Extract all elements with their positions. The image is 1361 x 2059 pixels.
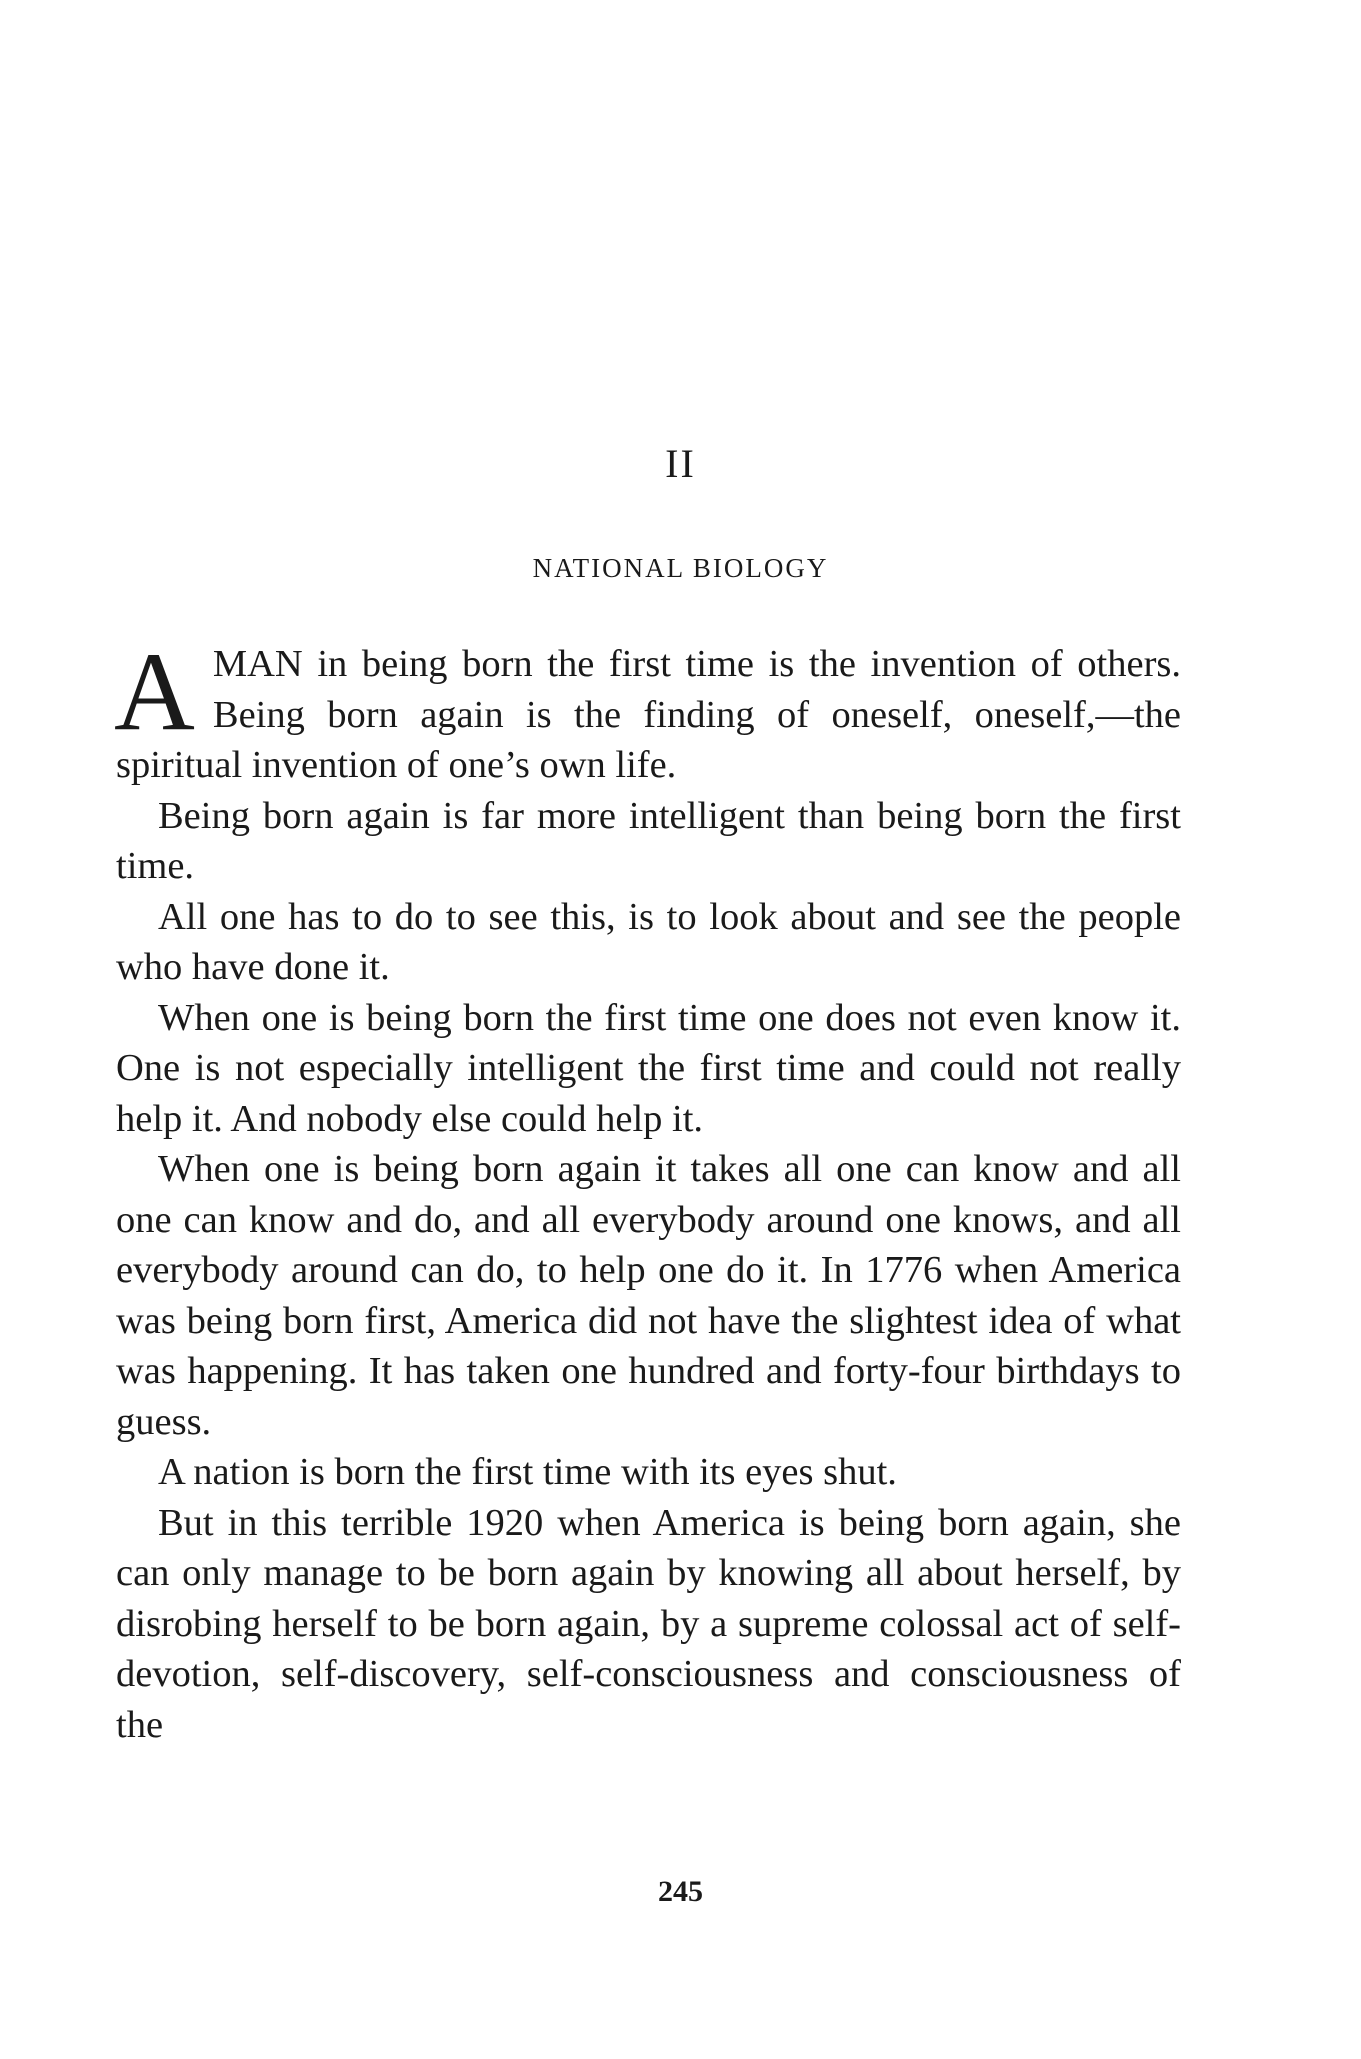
- chapter-number: II: [665, 441, 696, 486]
- paragraph-6: A nation is born the first time with its eyes shut.: [158, 1451, 897, 1493]
- paragraph-1-text: MAN in being born the first time is the invention of others. Being born again is the finding of oneself, oneself,—the spiritual invention of one’s own life.: [116, 643, 1181, 786]
- paragraph-4: When one is being born the first time one does not even know it. One is not especially intelligent the first time and could not really help it. And nobody else could help it.: [116, 996, 1181, 1140]
- paragraph-7: But in this terrible 1920 when America is being born again, she can only manage to be born again by knowing all about herself, by disrobing herself to be born again, by a supreme colossal act of self-devotion, self-discovery, self-consciousness and consciousness of the: [116, 1501, 1181, 1746]
- drop-cap: A: [114, 630, 195, 754]
- page-number: 245: [658, 1875, 703, 1908]
- body-text: [114, 630, 1181, 1750]
- chapter-title: NATIONAL BIOLOGY: [532, 553, 829, 583]
- paragraph-2: Being born again is far more intelligent than being born the first time.: [116, 794, 1181, 887]
- paragraph-3: All one has to do to see this, is to look about and see the people who have done it.: [116, 895, 1181, 988]
- paragraph-1: [114, 630, 1181, 791]
- paragraph-5: When one is being born again it takes all one can know and all one can know and do, and all everybody around one knows, and all everybody around can do, to help one do it. In 1776 when America was being born first, America did not have the slightest idea of what was happening. It has taken one hundred and forty-four birthdays to guess.: [116, 1148, 1181, 1443]
